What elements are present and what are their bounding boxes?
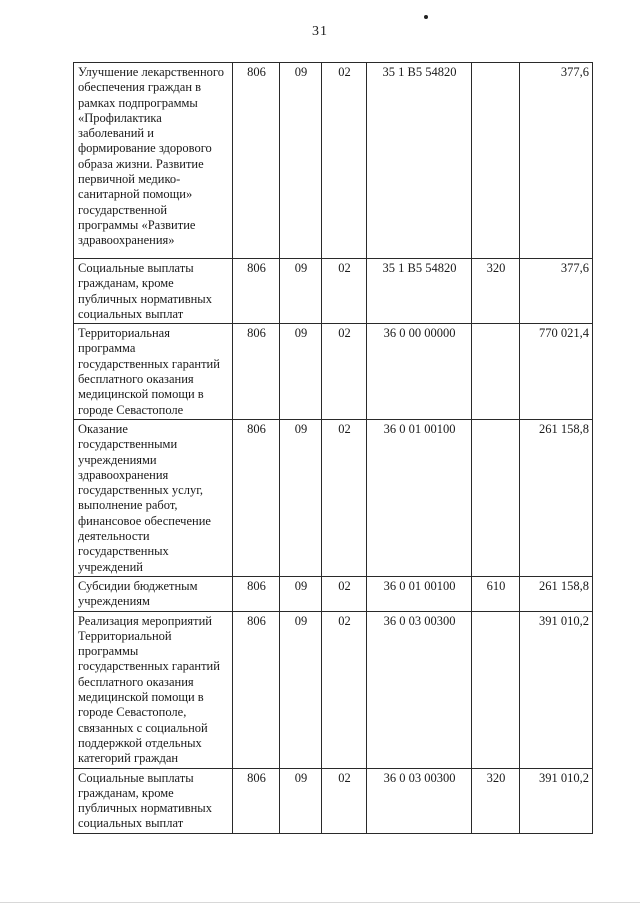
page-number: 31 bbox=[312, 24, 328, 39]
row-section: 09 bbox=[280, 576, 322, 611]
row-name: Субсидии бюджетным учреждениям bbox=[74, 576, 233, 611]
row-subsection: 02 bbox=[322, 324, 367, 420]
row-amount: 770 021,4 bbox=[520, 324, 593, 420]
row-section: 09 bbox=[280, 324, 322, 420]
row-name: Социальные выплаты гражданам, кроме публичных нормативных социальных выплат bbox=[74, 768, 233, 833]
row-code: 806 bbox=[233, 576, 280, 611]
row-name: Территориальная программа государственных гарантий бесплатного оказания медицинской помощи в городе Севастополе bbox=[74, 324, 233, 420]
row-code: 806 bbox=[233, 768, 280, 833]
row-subsection: 02 bbox=[322, 611, 367, 768]
row-expense-type: 610 bbox=[472, 576, 520, 611]
row-section: 09 bbox=[280, 611, 322, 768]
row-target-article: 35 1 В5 54820 bbox=[367, 259, 472, 324]
table-row bbox=[74, 768, 593, 833]
row-amount: 391 010,2 bbox=[520, 611, 593, 768]
row-target-article: 36 0 01 00100 bbox=[367, 419, 472, 576]
table-row bbox=[74, 324, 593, 420]
row-section: 09 bbox=[280, 259, 322, 324]
row-expense-type bbox=[472, 611, 520, 768]
scan-speck bbox=[424, 15, 428, 19]
scan-edge bbox=[0, 902, 640, 903]
row-subsection: 02 bbox=[322, 63, 367, 259]
row-target-article: 36 0 00 00000 bbox=[367, 324, 472, 420]
row-subsection: 02 bbox=[322, 768, 367, 833]
row-expense-type bbox=[472, 419, 520, 576]
row-amount: 377,6 bbox=[520, 259, 593, 324]
row-code: 806 bbox=[233, 63, 280, 259]
row-target-article: 36 0 03 00300 bbox=[367, 611, 472, 768]
table-row bbox=[74, 611, 593, 768]
row-code: 806 bbox=[233, 324, 280, 420]
row-amount: 261 158,8 bbox=[520, 576, 593, 611]
row-amount: 391 010,2 bbox=[520, 768, 593, 833]
row-target-article: 35 1 В5 54820 bbox=[367, 63, 472, 259]
row-section: 09 bbox=[280, 768, 322, 833]
table-row bbox=[74, 63, 593, 259]
row-expense-type: 320 bbox=[472, 768, 520, 833]
table-row bbox=[74, 259, 593, 324]
row-amount: 377,6 bbox=[520, 63, 593, 259]
table-row bbox=[74, 576, 593, 611]
row-section: 09 bbox=[280, 419, 322, 576]
budget-table bbox=[73, 62, 593, 834]
table-row bbox=[74, 419, 593, 576]
row-subsection: 02 bbox=[322, 576, 367, 611]
row-target-article: 36 0 03 00300 bbox=[367, 768, 472, 833]
row-code: 806 bbox=[233, 259, 280, 324]
row-section: 09 bbox=[280, 63, 322, 259]
row-target-article: 36 0 01 00100 bbox=[367, 576, 472, 611]
row-subsection: 02 bbox=[322, 259, 367, 324]
row-name: Оказание государственными учреждениями здравоохранения государственных услуг, выполнение работ, финансовое обеспечение деятельности государственных учреждений bbox=[74, 419, 233, 576]
row-name: Улучшение лекарственного обеспечения граждан в рамках подпрограммы «Профилактика заболеваний и формирование здорового образа жизни. Развитие первичной медико-санитарной помощи» государственной программы «Развитие здравоохранения» bbox=[74, 63, 233, 259]
row-code: 806 bbox=[233, 611, 280, 768]
row-expense-type bbox=[472, 63, 520, 259]
row-subsection: 02 bbox=[322, 419, 367, 576]
row-amount: 261 158,8 bbox=[520, 419, 593, 576]
row-name: Социальные выплаты гражданам, кроме публичных нормативных социальных выплат bbox=[74, 259, 233, 324]
row-expense-type: 320 bbox=[472, 259, 520, 324]
row-expense-type bbox=[472, 324, 520, 420]
row-code: 806 bbox=[233, 419, 280, 576]
row-name: Реализация мероприятий Территориальной программы государственных гарантий бесплатного оказания медицинской помощи в городе Севастополе, связанных с социальной поддержкой отдельных категорий граждан bbox=[74, 611, 233, 768]
